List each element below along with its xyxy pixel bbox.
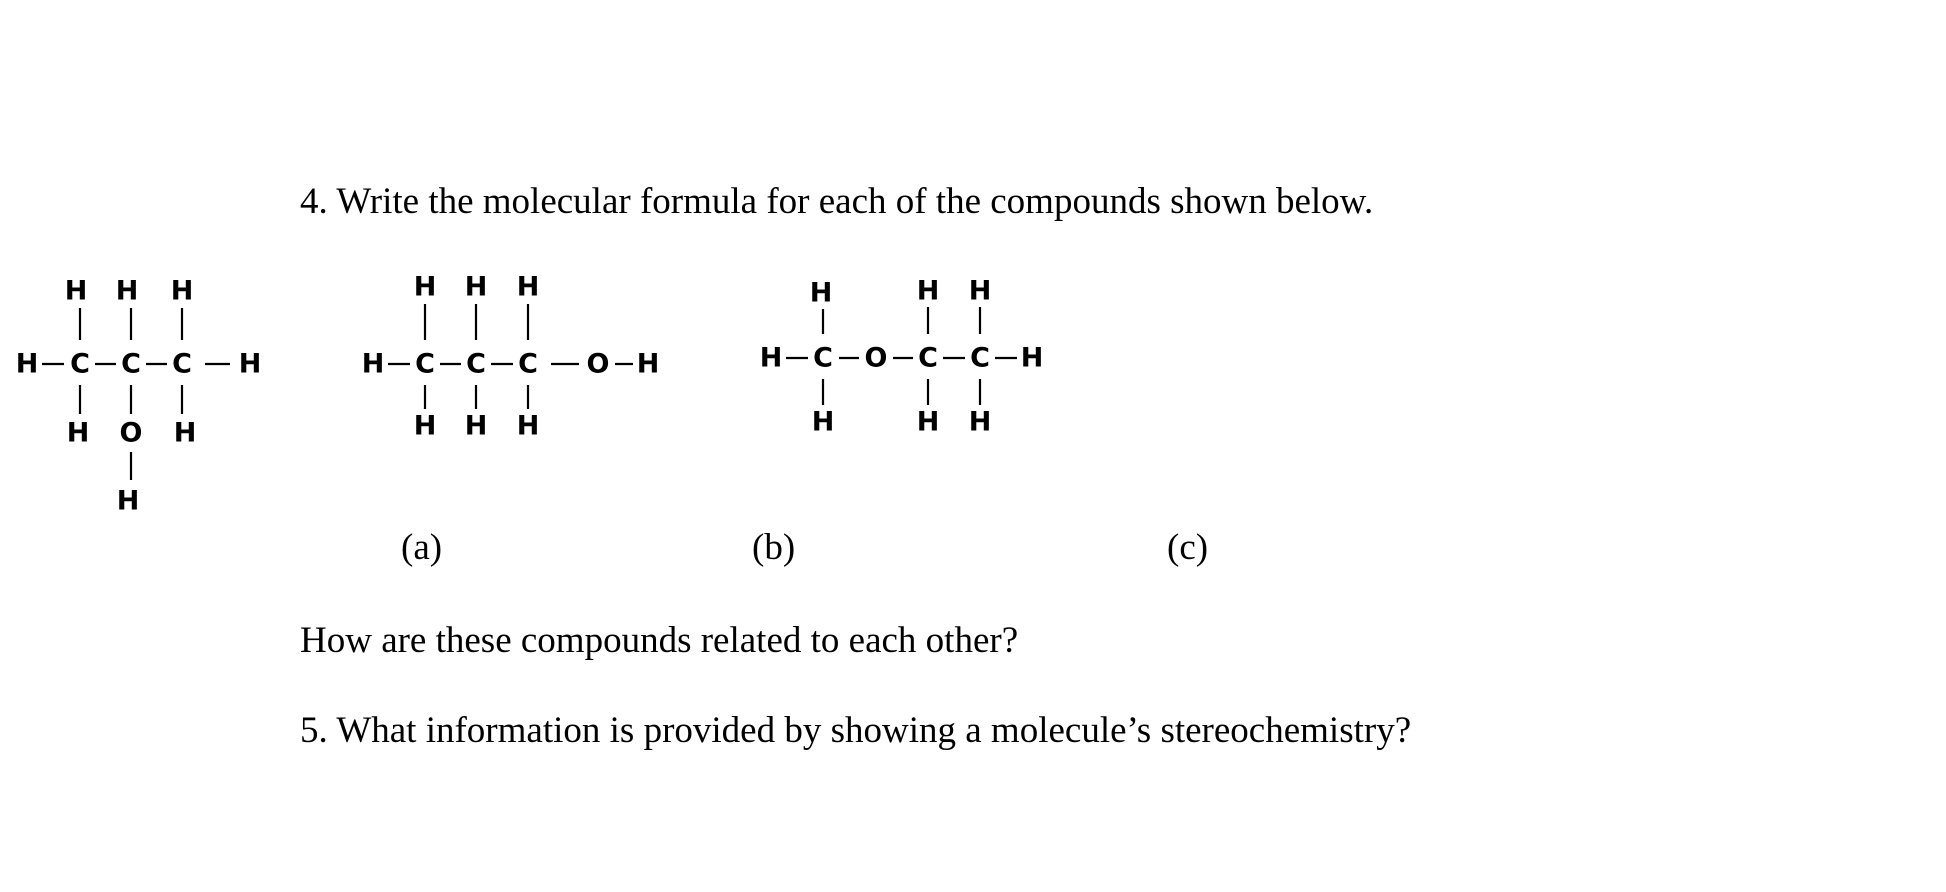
atom-h: H: [116, 485, 140, 517]
atom-h: H: [173, 417, 197, 449]
atom-c: C: [415, 348, 435, 380]
question-4-text: 4. Write the molecular formula for each of the compounds shown below.: [300, 181, 1374, 222]
atom-c: C: [518, 348, 538, 380]
atom-h: H: [115, 275, 139, 307]
atom-h: H: [916, 406, 940, 438]
atom-h: H: [516, 410, 540, 442]
atom-h: H: [64, 275, 88, 307]
atom-h: H: [15, 348, 39, 380]
atom-h: H: [170, 275, 194, 307]
atom-h: H: [916, 275, 940, 307]
compound-b-label: (b): [752, 527, 796, 568]
atom-h: H: [413, 410, 437, 442]
atom-h: H: [361, 348, 385, 380]
atom-h: H: [413, 271, 437, 303]
compound-c-label: (c): [1167, 527, 1209, 568]
atom-h: H: [464, 271, 488, 303]
atom-c: C: [466, 348, 486, 380]
atom-c: C: [970, 342, 990, 374]
atom-h: H: [516, 271, 540, 303]
atom-h: H: [66, 417, 90, 449]
atom-c: C: [918, 342, 938, 374]
atom-c: C: [70, 348, 90, 380]
relation-question-text: How are these compounds related to each other?: [300, 620, 1019, 661]
question-5-text: 5. What information is provided by showing a molecule’s stereochemistry?: [300, 710, 1412, 751]
atom-h: H: [759, 342, 783, 374]
atom-h: H: [809, 277, 833, 309]
atom-h: H: [464, 410, 488, 442]
atom-o: O: [119, 417, 143, 449]
atom-o: O: [864, 342, 888, 374]
atom-h: H: [811, 406, 835, 438]
compound-a-label: (a): [401, 527, 443, 568]
atom-c: C: [172, 348, 192, 380]
atom-h: H: [636, 348, 660, 380]
atom-h: H: [1020, 342, 1044, 374]
atom-o: O: [586, 348, 610, 380]
atom-h: H: [968, 406, 992, 438]
atom-c: C: [121, 348, 141, 380]
atom-c: C: [813, 342, 833, 374]
atom-h: H: [238, 348, 262, 380]
atom-h: H: [968, 275, 992, 307]
